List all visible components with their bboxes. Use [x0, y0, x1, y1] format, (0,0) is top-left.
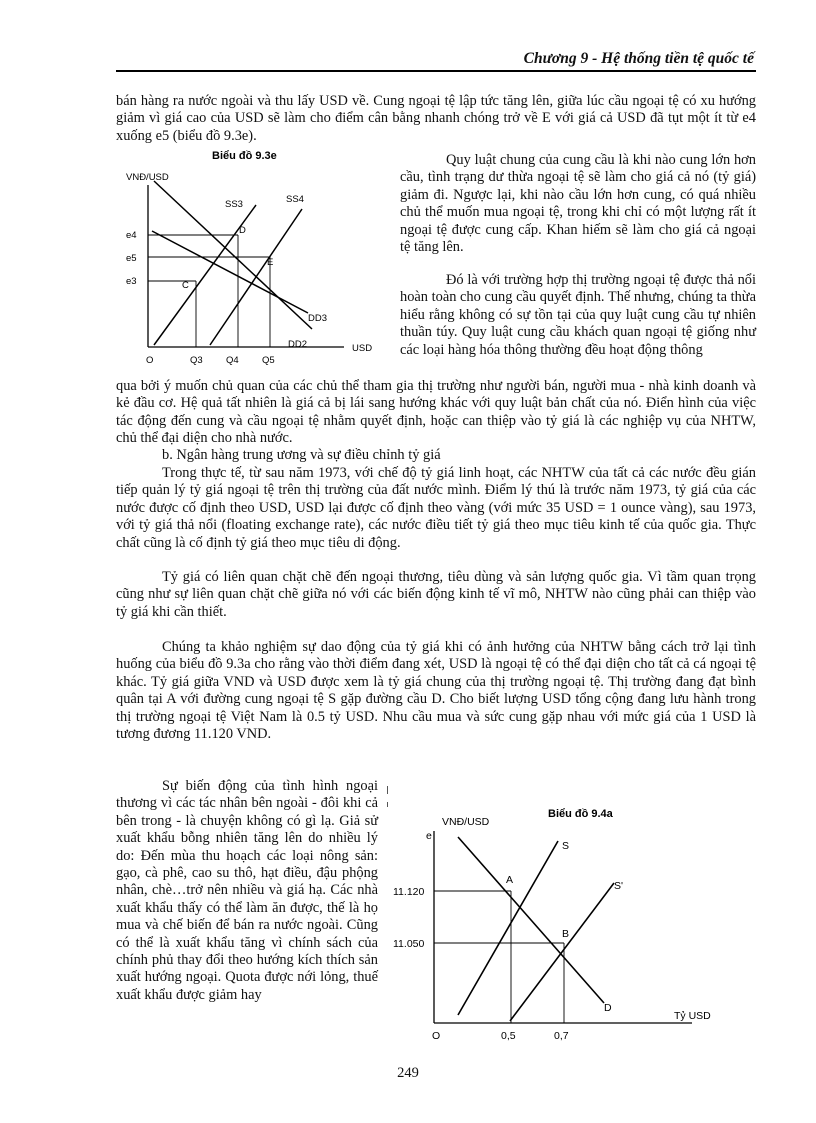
chart1-xtick-q4: Q4 [226, 355, 239, 366]
chart2-point-a: A [506, 874, 514, 886]
chart2-supply-s [458, 841, 558, 1015]
chart2-ytick-11120: 11.120 [393, 886, 425, 898]
chart2-supply-s-prime [510, 883, 614, 1021]
chart1-xtick-q3: Q3 [190, 355, 203, 366]
chart1-title: Biểu đồ 9.3e [212, 150, 277, 162]
chart2-title: Biểu đồ 9.4a [548, 808, 613, 820]
chart2-guides [434, 891, 564, 1023]
paragraph-3a: Đó là với trường hợp thị trường ngoại tệ được thả nổi hoàn toàn cho cung cầu quyết định. Thế nhưng, chúng ta thừa hiểu rằng không có sự tồn tại của quy luật cung cầu tự nhiên thuần túy. Quy luật cung cầu khách quan ngoại tệ giống như các loại hàng hóa thông thường đều hoạt động thông [400, 272, 756, 358]
chart1-xtick-q5: Q5 [262, 355, 275, 366]
chart1-ytick-e5: e5 [126, 253, 137, 264]
chart1-guides [148, 235, 270, 347]
chart2-label-s: S [562, 840, 570, 852]
chart1-origin: O [146, 355, 154, 366]
header-rule [116, 70, 756, 72]
chart1-point-c: C [182, 280, 189, 291]
chart2-ytick-11050: 11.050 [393, 938, 425, 950]
chart1-point-d: D [239, 225, 246, 236]
chart2-xtick-05: 0,5 [501, 1030, 516, 1042]
section-heading-b: b. Ngân hàng trung ương và sự điều chỉnh tỷ giá [162, 447, 441, 463]
paragraph-3b: qua bởi ý muốn chủ quan của các chủ thể tham gia thị trường như người bán, người mua - nhà kinh doanh và kẻ đầu cơ. Hệ quả tất nhiên là giá cả bị lái sang hướng khác với quy luật bản chất của nó. Điển hình của việc tác động đến cung và cầu ngoại tệ nhằm quyết định, hoặc can thiệp vào tỷ giá là các nghiệp vụ của NHTW, chủ thể đại diện cho nhà nước. [116, 378, 756, 447]
paragraph-6: Tỷ giá có liên quan chặt chẽ đến ngoại thương, tiêu dùng và sản lượng quốc gia. Vì tầm quan trọng cũng như sự liên quan chặt chẽ giữa nó với các biến động kinh tế vĩ mô, NHTW nào cũng phải can thiệp vào tỷ giá khi cần thiết. [116, 569, 756, 620]
chart2-ylabel: VNĐ/USD [442, 816, 490, 828]
chart1-ylabel: VNĐ/USD [126, 172, 169, 183]
page-number: 249 [397, 1065, 419, 1081]
chart1-label-dd2: DD2 [288, 339, 308, 350]
chart2-xtick-07: 0,7 [554, 1030, 569, 1042]
chart1-label-ss3: SS3 [225, 199, 243, 210]
paragraph-5: Trong thực tế, từ sau năm 1973, với chế độ tỷ giá linh hoạt, các NHTW của tất cả các nước đều gián tiếp quản lý tỷ giá ngoại tệ trên thị trường của đất nước mình. Điểm lý thú là trước năm 1973, tỷ giá của các nước được cố định theo USD, USD lại được cố định theo vàng (với mức 35 USD = 1 ounce vàng), sau 1973, với tỷ giá thả nổi (floating exchange rate), các nước điều tiết tỷ giá theo mục tiêu kinh tế của quốc gia. Thực chất cũng là cố định tỷ giá theo mục tiêu di động. [116, 465, 756, 551]
chart2-point-b: B [562, 928, 570, 940]
chart1-ytick-e3: e3 [126, 276, 137, 287]
chart1-demand-dd3 [152, 231, 308, 313]
chart1-point-e: E [267, 257, 274, 268]
chart-9-4a [392, 797, 758, 1047]
chart2-label-d: D [604, 1002, 612, 1014]
paragraph-8: Sự biến động của tình hình ngoại thương vì các tác nhân bên ngoài - đôi khi cả bên trong - là chuyện không có gì lạ. Giả sử xuất khẩu bỗng nhiên tăng lên do nhiều lý do: Đến mùa thu hoạch các loại nông sản: gạo, cà phê, cao su thô, hạt điều, đậu phộng nhân, chè…trở nên nhiều và giá hạ. Các nhà xuất khẩu thấy có thể làm ăn được, thế là họ mua và chế biến để bán ra nước ngoài. Cũng có thể là xuất khẩu tăng vì chính sách của chính phủ thay đổi theo hướng kích thích sản xuất hướng ngoại. Quota được nới lỏng, thuế xuất khẩu được giảm hay [116, 778, 378, 1003]
chart1-label-ss4: SS4 [286, 194, 304, 205]
margin-tick [387, 786, 388, 794]
chart2-label-s-prime: S' [614, 880, 624, 892]
chart2-y-axis-letter: e [426, 830, 432, 842]
chart1-xlabel: USD [352, 343, 373, 354]
chart-9-3e [112, 147, 382, 372]
paragraph-7: Chúng ta khảo nghiệm sự dao động của tỷ giá khi có ảnh hưởng của NHTW bằng cách trở lại tình huống của biểu đồ 9.3a cho rằng vào thời điểm đang xét, USD là ngoại tệ có thể đại diện cho tất cả cá ngoại tệ khác. Tỷ giá giữa VND và USD được xem là tỷ giá chung của thị trường ngoại tệ. Thị trường đang đạt bình quân tại A với đường cung ngoại tệ S gặp đường cầu D. Cho biết lượng USD tổng cộng đang lưu hành trong thị trường ngoại tệ Việt Nam là 0.5 tỷ USD. Nhu cầu mua và sức cung gặp nhau với mức giá của 1 USD là tương đương 11.120 VND. [116, 639, 756, 743]
chart2-origin: O [432, 1030, 441, 1042]
page-header-title: Chương 9 - Hệ thống tiền tệ quốc tế [523, 50, 754, 67]
chart1-label-dd3: DD3 [308, 313, 328, 324]
paragraph-1: bán hàng ra nước ngoài và thu lấy USD về. Cung ngoại tệ lập tức tăng lên, giữa lúc cầu ngoại tệ có xu hướng giảm vì giá cao của USD sẽ làm cho điểm cân bằng nhanh chóng trở về E với giá cả USD đã tụt một ít từ e4 xuống e5 (biểu đồ 9.3e). [116, 93, 756, 144]
margin-tick [387, 802, 388, 807]
chart2-xlabel: Tỷ USD [674, 1010, 711, 1022]
paragraph-2: Quy luật chung của cung cầu là khi nào cung lớn hơn cầu, tình trạng dư thừa ngoại tệ sẽ làm cho giá cả nó (tỷ giá) giảm đi. Ngược lại, khi nào cầu lớn hơn cung, có quá nhiều chủ thể muốn mua ngoại tệ, trong khi chỉ có một lượng rất ít ngoại tệ được cung cấp. Khan hiếm sẽ làm cho giá cả ngoại tệ tăng lên. [400, 152, 756, 256]
chart1-ytick-e4: e4 [126, 230, 137, 241]
